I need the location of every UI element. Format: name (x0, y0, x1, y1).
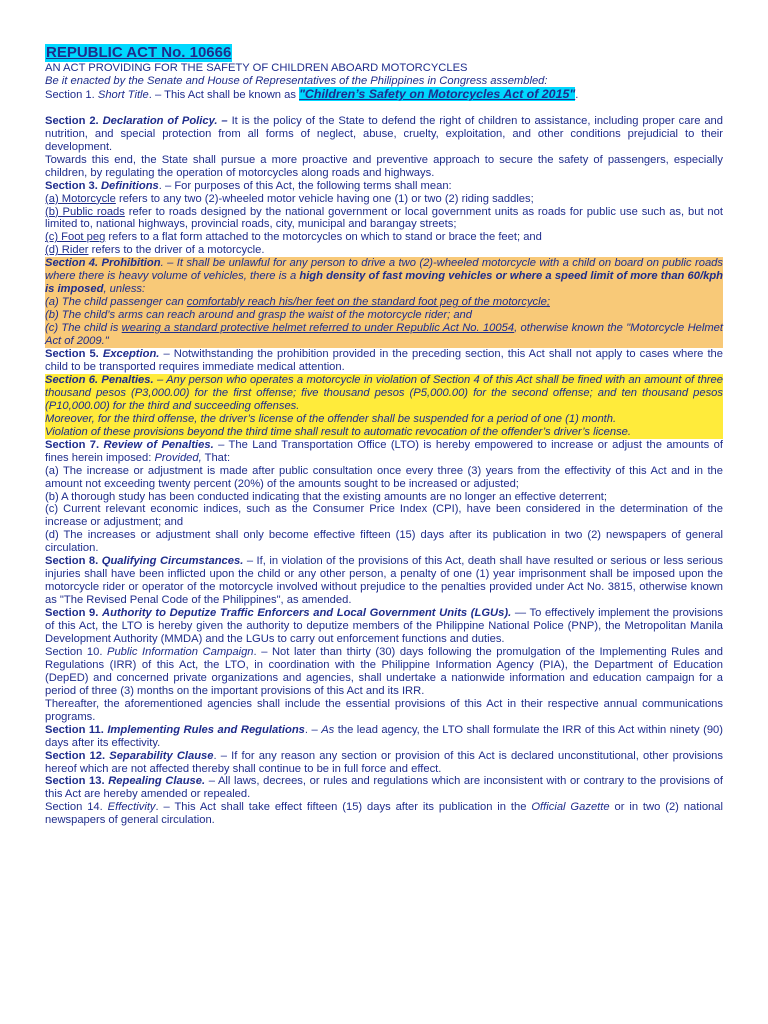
definition-foot-peg (45, 231, 723, 244)
section-1-end: . (575, 88, 579, 101)
term-rider: (d) Rider (45, 244, 89, 257)
section-14 (45, 801, 723, 827)
section-4-heading: Section 4. Prohibition (45, 257, 161, 270)
term-public-roads: (b) Public roads (45, 205, 125, 218)
term-foot-peg: (c) Foot peg (45, 231, 106, 244)
condition-c-text: (c) The child is (45, 322, 122, 335)
section-10-number: Section 10. (45, 645, 107, 658)
section-5-text: – Notwithstanding the prohibition provided in the preceding section, this Act shall not apply to cases where the child to be transported requires immediate medical attention. (45, 348, 723, 373)
section-6-highlight (45, 374, 723, 439)
spacer (45, 102, 723, 115)
section-5-name: Exception. (102, 348, 160, 361)
section-7-text: – The Land Transportation Office (LTO) is hereby empowered to increase or adjust the amounts of fines herein imposed: (45, 438, 723, 464)
section-9 (45, 607, 723, 646)
section-8-name: Qualifying Circumstances. (101, 555, 244, 568)
section-3 (45, 180, 723, 193)
review-condition-b: (b) A thorough study has been conducted indicating that the existing amounts are no longer an effective deterrent; (45, 490, 608, 503)
section-6-paragraph-2: Moreover, for the third offense, the driver’s license of the offender shall be suspended for a period of one (1) month. (45, 412, 617, 425)
section-14-name: Effectivity (107, 801, 156, 814)
section-11-as: As (321, 723, 335, 736)
section-11-text: the lead agency, the LTO shall formulate the IRR of this Act within ninety (90) days after its effectivity. (45, 723, 723, 749)
enacting-clause-text: Be it enacted by the Senate and House of Representatives of the Philippines in Congress assembled: (45, 74, 548, 87)
section-11-number: Section 11. (45, 723, 108, 736)
section-8-text: – If, in violation of the provisions of this Act, death shall have resulted or serious or less serious injuries shall have been inflicted upon the child or any other person, a penalty of one (1) year imprisonment shall be imposed upon the motorcycle rider or operator of the motorcycle involved without prejudice to the penalties provided under Act No. 3815, otherwise known as "The Revised Penal Code of the Philippines", as amended. (45, 555, 723, 607)
section-2-paragraph-2: Towards this end, the State shall pursue a more proactive and preventive approach to secure the safety of passengers, especially children, by regulating the operation of motorcycles along roads and highways. (45, 153, 723, 179)
section-2-text: It is the policy of the State to defend the right of children to assistance, including proper care and nutrition, and special protection from all forms of neglect, abuse, cruelty, exploitation, and other conditions prejudicial to their development. (45, 114, 723, 153)
definition-rider-text: refers to the driver of a motorcycle. (88, 244, 265, 257)
section-7-provided: Provided, (154, 451, 202, 464)
condition-c (45, 322, 723, 348)
section-3-name: Definitions (100, 179, 159, 192)
section-7-text-end: That: (201, 451, 231, 464)
definition-public-roads-text: refer to roads designed by the national government or local government units as roads for public use such as, but not limited to, national highways, provincial roads, city, municipal and barangay streets; (45, 205, 723, 231)
section-3-intro: . – For purposes of this Act, the following terms shall mean: (158, 179, 452, 192)
section-9-number: Section 9. (45, 607, 103, 620)
review-condition-c: (c) Current relevant economic indices, such as the Consumer Price Index (CPI), have been considered in the determination of the increase or adjustment; and (45, 503, 723, 529)
official-gazette: Official Gazette (531, 801, 610, 814)
condition-c-underlined: wearing a standard protective helmet referred to under Republic Act No. 10054 (121, 322, 515, 335)
section-1-name: Short Title (97, 88, 149, 101)
section-5-number: Section 5. (45, 348, 103, 361)
condition-c-text-end: , otherwise known the "Motorcycle Helmet Act of 2009." (45, 322, 723, 348)
section-7 (45, 439, 723, 465)
document-page (45, 44, 723, 827)
section-12-text: . – If for any reason any section or provision of this Act is declared unconstitutional, other provisions hereof which are not affected thereby shall continue to be in full force and effect. (45, 749, 724, 775)
section-1-number: Section 1. (45, 88, 98, 101)
section-11-dash: . – (304, 723, 322, 736)
section-14-text: . – This Act shall take effect fifteen (15) days after its publication in the (155, 801, 532, 814)
section-9-text: — To effectively implement the provisions of this Act, the LTO is hereby given the authority to deputize members of the Philippine National Police (PNP), the Metropolitan Manila Development Authority (MMDA) and the LGUs to carry out enforcement functions and duties. (45, 607, 723, 645)
section-6-text: – Any person who operates a motorcycle in violation of Section 4 of this Act shall be fined with an amount of three thousand pesos (P3,000.00) for the first offense; five thousand pesos (P5,000.00) for the second offense; and ten thousand pesos (P10,000.00) for the third and succeeding offenses. (45, 373, 723, 412)
condition-a-text: (a) The child passenger can (45, 296, 187, 309)
act-title: REPUBLIC ACT No. 10666 (46, 44, 232, 61)
section-14-text-end: or in two (2) national newspapers of general circulation. (45, 801, 723, 827)
section-1 (45, 88, 723, 102)
section-4-bold-text: high density of fast moving vehicles or where a speed limit of more than 60/kph is imposed (45, 270, 723, 296)
definition-public-roads (45, 206, 723, 232)
section-12 (45, 750, 723, 776)
section-4 (45, 257, 723, 296)
section-13-name: Repealing Clause. (108, 775, 206, 788)
section-14-number: Section 14. (45, 801, 108, 814)
condition-b: (b) The child’s arms can reach around and grasp the waist of the motorcycle rider; and (45, 309, 472, 322)
section-2-number: Section 2. (45, 114, 103, 127)
section-4-text: . – It shall be unlawful for any person to drive a two (2)-wheeled motorcycle with a child on board on public roads where there is heavy volume of vehicles, there is a (45, 257, 723, 283)
section-1-text: . – This Act shall be known as (148, 88, 300, 101)
section-6 (45, 374, 723, 413)
section-12-name: Separability Clause (109, 749, 214, 762)
term-motorcycle: (a) Motorcycle (45, 192, 116, 205)
section-8 (45, 555, 723, 607)
section-13 (45, 775, 723, 801)
review-condition-d: (d) The increases or adjustment shall only become effective fifteen (15) days after its publication in two (2) newspapers of general circulation. (45, 529, 723, 555)
act-title-line (45, 44, 723, 62)
section-6-paragraph-3: Violation of these provisions beyond the third time shall result to automatic revocation of the offender’s driver’s license. (45, 425, 632, 438)
section-4-highlight (45, 257, 723, 348)
section-9-name: Authority to Deputize Traffic Enforcers and Local Government Units (LGUs). (102, 607, 512, 620)
section-5 (45, 348, 723, 374)
section-7-name: Review of Penalties. (103, 438, 214, 451)
condition-a-underlined: comfortably reach his/her feet on the standard foot peg of the motorcycle; (186, 296, 550, 309)
section-10-text: . – Not later than thirty (30) days following the promulgation of the Implementing Rules and Regulations (IRR) of this Act, the LTO, in coordination with the Philippine Information Agency (PIA), the Department of Education (DepED) and concerned private organizations and agencies, shall undertake a nationwide information and education campaign for a period of three (3) months on the important provisions of this Act and its IRR. (45, 645, 723, 697)
section-10 (45, 646, 723, 698)
section-2-name: Declaration of Policy. – (102, 114, 228, 127)
definition-rider (45, 244, 723, 257)
section-6-heading: Section 6. Penalties. (45, 373, 154, 386)
section-11-name: Implementing Rules and Regulations (107, 723, 305, 736)
section-12-number: Section 12. (45, 749, 110, 762)
definition-motorcycle-text: refers to any two (2)-wheeled motor vehicle having one (1) or two (2) riding saddles; (115, 192, 534, 205)
condition-a (45, 296, 723, 309)
section-7-number: Section 7. (45, 438, 104, 451)
definition-foot-peg-text: refers to a flat form attached to the motorcycles on which to stand or brace the feet; and (105, 231, 542, 244)
section-4-text-end: , unless: (103, 283, 146, 296)
definition-motorcycle (45, 193, 723, 206)
section-2 (45, 115, 723, 154)
section-10-paragraph-2: Thereafter, the aforementioned agencies shall include the essential provisions of this Act in their respective annual communications programs. (45, 697, 723, 723)
section-13-text: – All laws, decrees, or rules and regulations which are inconsistent with or contrary to the provisions of this Act are hereby amended or repealed. (45, 775, 723, 801)
enacting-clause (45, 75, 723, 88)
section-13-number: Section 13. (45, 775, 109, 788)
review-condition-a: (a) The increase or adjustment is made after public consultation once every three (3) years from the effectivity of this Act and in the amount not exceeding twenty percent (20%) of the amounts sought to be increased or adjusted; (45, 464, 723, 490)
section-3-number: Section 3. (45, 179, 101, 192)
act-subtitle: AN ACT PROVIDING FOR THE SAFETY OF CHILDREN ABOARD MOTORCYCLES (45, 62, 468, 74)
section-10-name: Public Information Campaign (106, 645, 254, 658)
short-title-highlight: "Children’s Safety on Motorcycles Act of 2015" (299, 86, 576, 101)
section-8-number: Section 8. (45, 555, 102, 568)
section-11 (45, 724, 723, 750)
